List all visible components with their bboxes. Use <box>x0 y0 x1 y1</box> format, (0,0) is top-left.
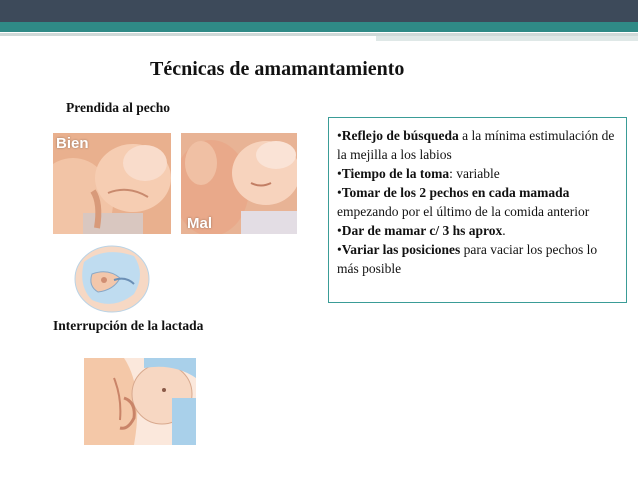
good-latch-photo <box>53 133 171 234</box>
tip-item: •Reflejo de búsqueda a la mínima estimulación de la mejilla a los labios <box>337 128 615 162</box>
interruption-illustration <box>84 358 196 445</box>
latch-illustration <box>74 244 150 313</box>
tip-item: •Variar las posiciones para vaciar los pechos lo más posible <box>337 242 598 276</box>
tip-item: •Dar de mamar c/ 3 hs aprox. <box>337 223 506 238</box>
header-accent <box>376 36 638 41</box>
header-band <box>0 22 638 32</box>
bad-latch-label: Mal <box>187 215 213 232</box>
tip-item: •Tomar de los 2 pechos en cada mamada empezando por el último de la comida anterior <box>337 185 590 219</box>
slide-title: Técnicas de amamantamiento <box>150 58 405 80</box>
section-label-latch: Prendida al pecho <box>66 100 171 115</box>
section-label-interruption: Interrupción de la lactada <box>53 318 204 333</box>
good-latch-label: Bien <box>56 135 89 152</box>
tip-item: •Tiempo de la toma: variable <box>337 166 500 181</box>
bad-latch-photo <box>181 133 297 234</box>
breastfeeding-tips-box <box>328 117 627 303</box>
header-bar <box>0 0 638 22</box>
